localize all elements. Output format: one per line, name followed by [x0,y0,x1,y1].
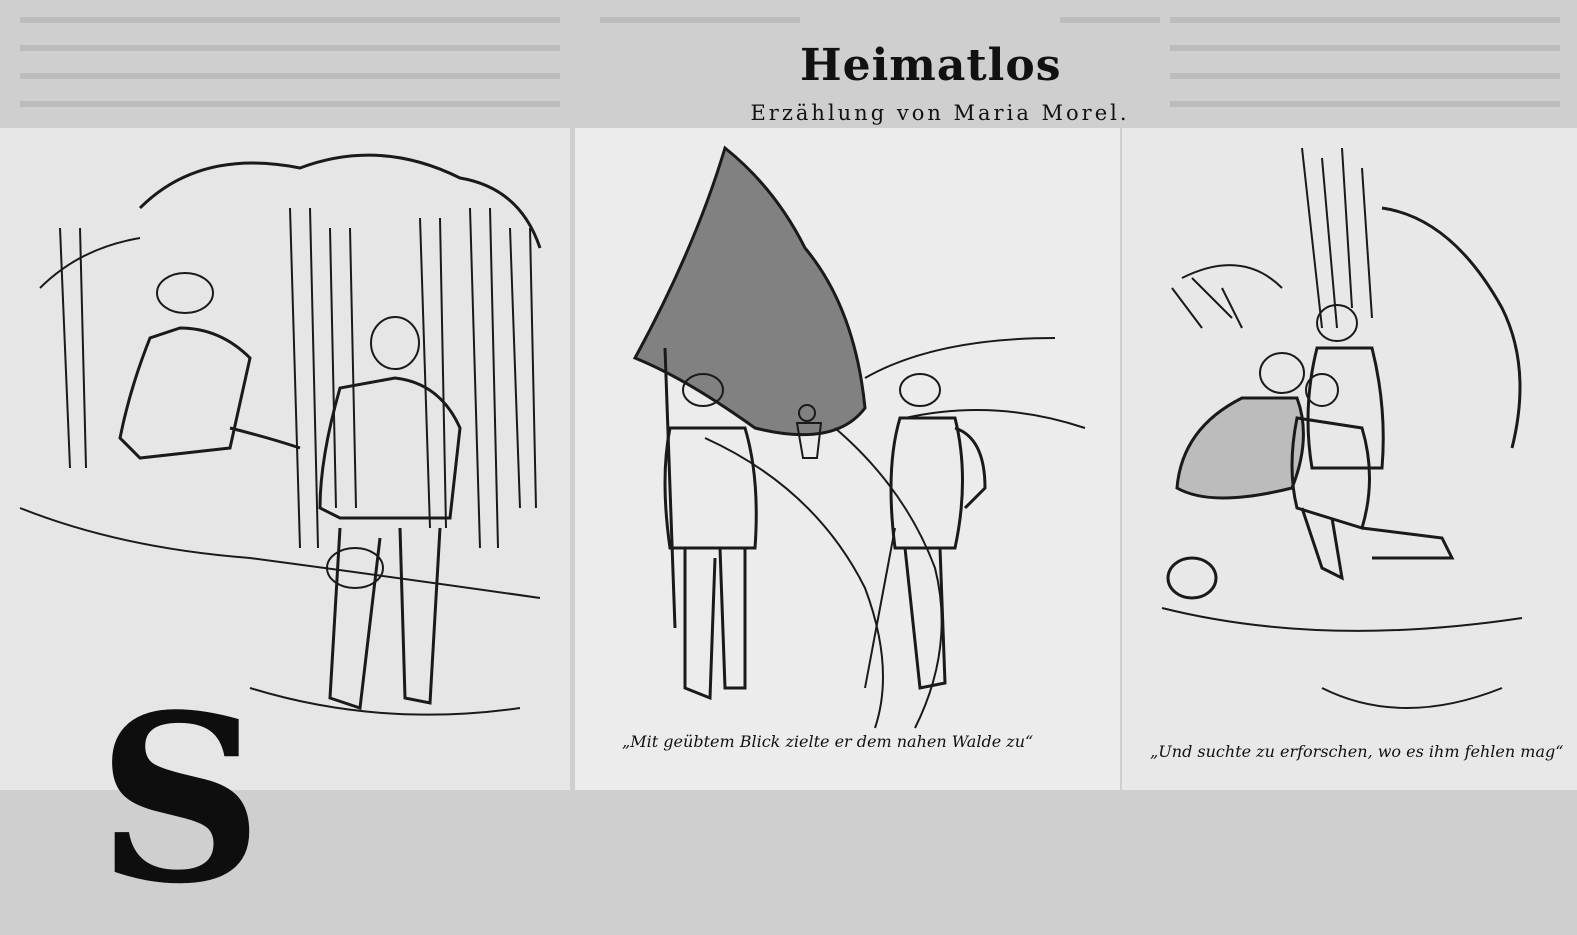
caption-right: „Und suchte zu erforschen, wo es ihm fehlen mag“ [1150,742,1564,761]
illustration-right [1122,128,1577,790]
drop-cap-initial: S [96,665,264,935]
rescue-scene-drawing [1122,128,1577,790]
road-hunter-drawing [575,128,1120,790]
caption-middle: „Mit geübtem Blick zielte er dem nahen Walde zu“ [622,732,1034,751]
illustration-middle [575,128,1120,790]
article-subtitle: Erzählung von Maria Morel. [750,101,1130,125]
illustration-left [0,128,570,935]
forest-encounter-drawing [0,128,570,790]
article-title: Heimatlos [800,40,1062,91]
